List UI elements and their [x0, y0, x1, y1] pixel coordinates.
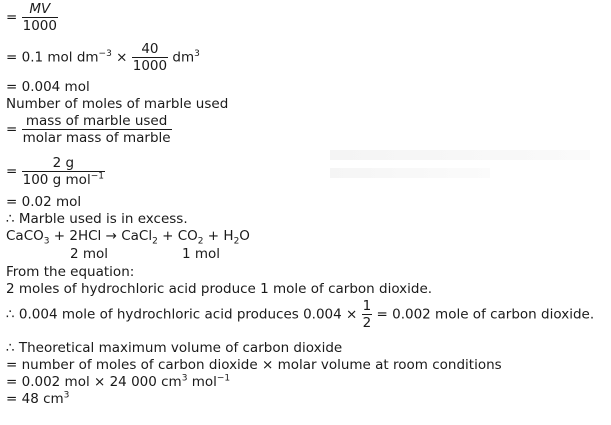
numerator: MV [22, 1, 58, 18]
denominator: molar mass of marble [22, 130, 171, 146]
unit-volume: dm [168, 49, 195, 66]
formula-caco3: CaCO [6, 228, 44, 244]
numerator: 2 g [22, 155, 105, 172]
denominator-text: 100 g mol [22, 172, 91, 188]
exponent: −1 [216, 373, 231, 384]
formula-o: O [239, 228, 250, 244]
line-2g-over-100g [6, 155, 105, 188]
statement-start: ∴ 0.004 mole of hydrochloric acid produces 0.004 × [6, 306, 362, 323]
subscript: 3 [43, 236, 50, 247]
equals-sign: = [6, 9, 22, 26]
line-marble-excess: ∴ Marble used is in excess. [6, 211, 188, 227]
equals-sign: = [6, 121, 22, 138]
formula-co2: + CO [157, 228, 198, 244]
bleed-through-1 [330, 150, 590, 160]
line-mv-over-1000 [6, 1, 58, 34]
line-mass-over-molar-mass [6, 113, 172, 146]
subscript: 2 [197, 236, 204, 247]
exponent: −3 [98, 49, 112, 59]
statement-end: = 0.002 mole of carbon dioxide. [372, 306, 595, 323]
line-volume-substitution [6, 374, 230, 391]
line-result-moles-marble: = 0.02 mol [6, 194, 82, 210]
line-chemical-equation [6, 228, 250, 245]
line-final-answer [6, 391, 69, 408]
line-theoretical-volume-heading: ∴ Theoretical maximum volume of carbon dioxide [6, 340, 343, 356]
subscript: 2 [152, 236, 158, 247]
line-volume-formula: = number of moles of carbon dioxide × molar volume at room conditions [6, 357, 502, 373]
times-sign: × [111, 49, 132, 66]
exponent: 3 [194, 49, 200, 59]
unit-per-mol: mol [187, 374, 217, 390]
fraction-one-half [362, 298, 373, 331]
line-moles-co2-produced [6, 298, 594, 331]
line-substitution [6, 41, 200, 74]
line-result-moles-acid: = 0.004 mol [6, 79, 90, 95]
equals-sign: = [6, 163, 22, 180]
denominator: 2 [362, 315, 372, 331]
fraction-mass-molar-mass [22, 113, 172, 146]
exponent: 3 [63, 390, 70, 401]
denominator: 1000 [22, 18, 57, 34]
fraction-2g-100g [22, 155, 105, 188]
bleed-through-2 [330, 168, 490, 178]
exponent: −1 [90, 171, 104, 182]
numerator: 1 [362, 298, 372, 314]
line-heading-marble-moles: Number of moles of marble used [6, 96, 229, 112]
denominator [22, 172, 105, 188]
term-volume: = 0.002 mol × 24 000 cm [6, 374, 182, 390]
mole-label-hcl: 2 mol [70, 246, 109, 262]
exponent: 3 [181, 373, 188, 384]
line-from-equation: From the equation: [6, 264, 135, 280]
formula-h2o: + H [203, 228, 234, 244]
numerator: mass of marble used [22, 113, 172, 130]
mole-label-co2: 1 mol [182, 246, 221, 262]
fraction-40-1000 [132, 41, 168, 74]
final-volume: = 48 cm [6, 391, 64, 407]
term-concentration: = 0.1 mol dm [6, 49, 99, 66]
formula-hcl-arrow-cacl2: + 2HCl → CaCl [49, 228, 153, 244]
fraction-mv-1000 [22, 1, 58, 34]
numerator: 40 [132, 41, 168, 58]
denominator: 1000 [132, 58, 168, 74]
line-mole-relationship: 2 moles of hydrochloric acid produce 1 mole of carbon dioxide. [6, 281, 433, 297]
subscript: 2 [233, 236, 240, 247]
